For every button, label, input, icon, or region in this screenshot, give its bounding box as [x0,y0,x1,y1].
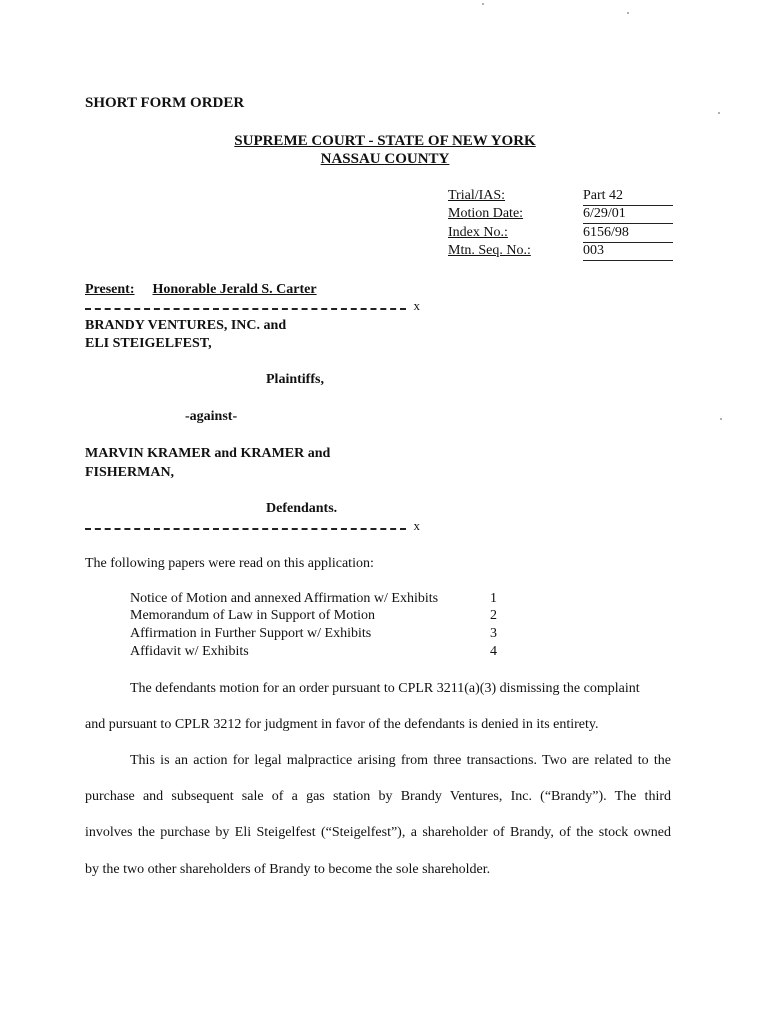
divider-mark: x [413,298,420,313]
body-text-line: purchase and subsequent sale of a gas station by Brandy Ventures, Inc. (“Brandy”). The third [85,789,671,804]
list-item [130,591,500,608]
case-info-row [448,206,673,224]
body-text-line: and pursuant to CPLR 3212 for judgment in favor of the defendants is denied in its entirety. [85,717,599,732]
body-text-line: The defendants motion for an order pursuant to CPLR 3211(a)(3) dismissing the complaint [130,681,640,696]
plaintiff-name-line: BRANDY VENTURES, INC. and [85,318,287,333]
paper-name: Affidavit w/ Exhibits [130,644,249,659]
list-item [130,626,500,643]
court-name: SUPREME COURT - STATE OF NEW YORK [234,133,536,149]
case-info-label: Index No.: [448,225,508,240]
scan-speck [627,12,629,14]
county-name: NASSAU COUNTY [320,151,450,167]
paper-number: 2 [490,608,497,623]
papers-intro: The following papers were read on this application: [85,556,374,571]
body-text-line: by the two other shareholders of Brandy to become the sole shareholder. [85,862,491,877]
defendant-name-line: FISHERMAN, [85,465,175,480]
divider-mark: x [413,518,420,533]
case-info-row [448,188,673,206]
body-text-line: involves the purchase by Eli Steigelfest (“Steigelfest”), a shareholder of Brandy, of the stock owned [85,825,671,840]
case-info-row [448,243,673,261]
paper-name: Notice of Motion and annexed Affirmation w/ Exhibits [130,591,439,606]
defendants-role: Defendants. [266,501,338,516]
case-info-value: Part 42 [583,188,624,203]
against-label: -against- [185,409,238,424]
scan-speck [718,112,720,114]
body-text-line: This is an action for legal malpractice arising from three transactions. Two are related to the [130,753,671,768]
paper-name: Memorandum of Law in Support of Motion [130,608,375,623]
list-item [130,608,500,625]
case-info-label: Trial/IAS: [448,188,506,203]
case-info-value: 003 [583,243,604,258]
plaintiffs-role: Plaintiffs, [266,372,324,387]
present-line [85,282,317,298]
case-info-value: 6/29/01 [583,206,626,221]
paper-number: 3 [490,626,497,641]
case-info-label: Mtn. Seq. No.: [448,243,531,258]
case-info-rule [583,260,673,261]
caption-divider-bottom [85,518,420,534]
scan-speck [720,418,722,420]
case-info-rule [583,223,673,224]
paper-number: 4 [490,644,497,659]
paper-name: Affirmation in Further Support w/ Exhibits [130,626,372,641]
case-info-row [448,225,673,243]
plaintiff-name-line: ELI STEIGELFEST, [85,336,212,351]
caption-divider-top [85,298,420,314]
present-label: Present: [85,282,135,297]
judge-name: Honorable Jerald S. Carter [152,282,317,297]
paper-number: 1 [490,591,497,606]
dashed-rule [85,528,406,530]
dashed-rule [85,308,406,310]
case-info-label: Motion Date: [448,206,524,221]
list-item [130,644,500,661]
scan-speck [482,3,484,5]
defendant-name-line: MARVIN KRAMER and KRAMER and [85,446,331,461]
case-info-value: 6156/98 [583,225,629,240]
form-title: SHORT FORM ORDER [85,95,245,111]
